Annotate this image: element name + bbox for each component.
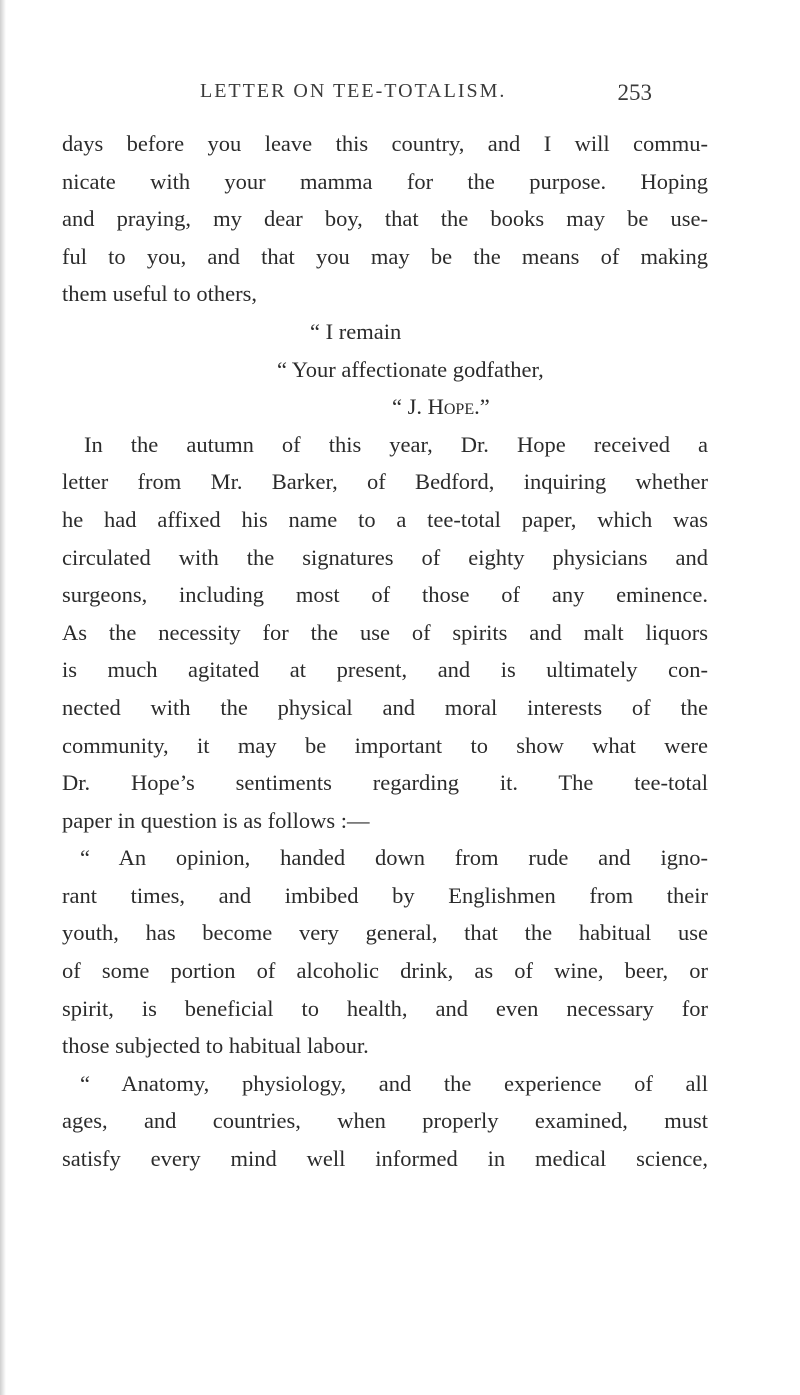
text-line: community, it may be important to show what were — [62, 732, 708, 758]
body-text — [62, 125, 708, 1178]
text-line: days before you leave this country, and I will commu- — [62, 131, 708, 156]
text-line: of some portion of alcoholic drink, as of wine, beer, or — [62, 958, 708, 984]
letter-signature: “ J. Hope.” — [392, 394, 490, 420]
text-line: nected with the physical and moral interests of the — [62, 694, 708, 720]
text-line: Dr. Hope’s sentiments regarding it. The tee-total — [62, 770, 708, 796]
text-line: paper in question is as follows :— — [62, 807, 370, 833]
text-line: them useful to others, — [62, 281, 257, 307]
page-header — [200, 80, 652, 116]
text-line: letter from Mr. Barker, of Bedford, inquiring whether — [62, 469, 708, 495]
text-line: youth, has become very general, that the habitual use — [62, 920, 708, 946]
text-line: surgeons, including most of those of any eminence. — [62, 582, 708, 608]
text-line: is much agitated at present, and is ultimately con- — [62, 657, 708, 683]
text-line: As the necessity for the use of spirits and malt liquors — [62, 619, 708, 645]
text-line: circulated with the signatures of eighty physicians and — [62, 544, 708, 570]
text-line: rant times, and imbibed by Englishmen from their — [62, 882, 708, 908]
page-number: 253 — [617, 80, 652, 105]
text-line: spirit, is beneficial to health, and even necessary for — [62, 995, 708, 1021]
text-line: those subjected to habitual labour. — [62, 1033, 369, 1059]
letter-closing-line: “ Your affectionate godfather, — [277, 356, 544, 382]
paragraph-first-line: In the autumn of this year, Dr. Hope received a — [84, 431, 708, 457]
quote-first-line: “ An opinion, handed down from rude and igno- — [80, 845, 708, 871]
text-line: and praying, my dear boy, that the books may be use- — [62, 206, 708, 232]
quote-first-line: “ Anatomy, physiology, and the experience of all — [80, 1070, 708, 1096]
text-line: he had affixed his name to a tee-total paper, which was — [62, 506, 708, 532]
text-line: satisfy every mind well informed in medical science, — [62, 1146, 708, 1172]
running-title: LETTER ON TEE-TOTALISM. — [200, 80, 507, 102]
page-edge-shadow — [0, 0, 6, 1395]
text-line: ages, and countries, when properly examined, must — [62, 1108, 708, 1134]
text-line: nicate with your mamma for the purpose. Hoping — [62, 168, 708, 194]
text-line: ful to you, and that you may be the means of making — [62, 243, 708, 269]
letter-closing-line: “ I remain — [310, 318, 402, 344]
